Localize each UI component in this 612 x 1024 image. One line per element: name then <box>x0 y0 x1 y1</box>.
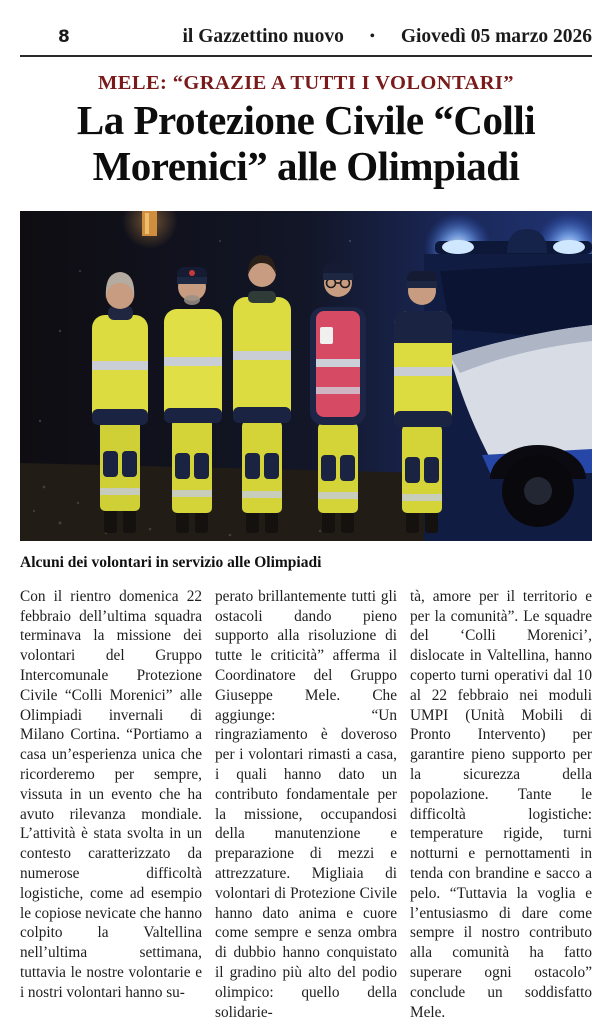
vest-badge <box>320 327 333 344</box>
article-photo <box>20 211 592 541</box>
masthead-title: il Gazzettino nuovo <box>182 26 344 47</box>
beanie-badge <box>189 270 195 276</box>
body-column-1: Con il rientro domenica 22 febbraio dell’ultima squadra terminava la missione dei volontari del Gruppo Intercomunale Protezione Civile “Colli Morenici” alle Olimpiadi invernali di Milano Cortina. “Portiamo a casa un’esperienza unica che ricorderemo per sempre, vissuta in un evento che ha avuto rilevanza mondiale. L’attività è stata svolta in un contesto caratterizzato da numerose difficoltà logistiche, come ad esempio le copiose nevicate che hanno colpito la Valtellina nell’ultima settimana, tuttavia le nostre volontarie e i nostri volontari hanno su- <box>20 587 202 1001</box>
body-column-2: perato brillantemente tutti gli ostacoli dando pieno supporto alla risoluzione di tutte le criticità” afferma il Coordinatore del Gruppo Giuseppe Mele. Che aggiunge: “Un ringraziamento è doveroso per i volontari rimasti a casa, i quali hanno dato un contributo fondamentale per la missione, occupandosi della manutenzione e preparazione di mezzi e attrezzature. Migliaia di volontari di Protezione Civile hanno dato anima e cuore come sempre e senza ombra di dubbio hanno conquistato il gradino più alto del podio olimpico: quello della solidarie- <box>215 587 397 1021</box>
separator-dot: • <box>369 29 375 44</box>
article-body <box>20 587 592 1023</box>
scarf <box>248 291 276 303</box>
issue-date: Giovedì 05 marzo 2026 <box>400 26 592 47</box>
headline: La Protezione Civile “Colli Morenici” alle Olimpiadi <box>76 97 536 189</box>
navy-yoke <box>394 311 452 343</box>
body-column-3: tà, amore per il territorio e per la comunità”. Le squadre del ‘Colli Morenici’, dislocate in Valtellina, hanno coperto turni operativi dal 10 al 22 febbraio nei moduli UMPI (Unità Mobili di Pronto Intervento) per garantire pieno supporto per la sicurezza della popolazione. Tante le difficoltà logistiche: temperature rigide, turni notturni e pernottamenti in tenda con brandine e sacco a pelo. “Tuttavia la voglia e l’entusiasmo di dare come sempre il nostro contributo alla comunità ha fatto superare ogni ostacolo” conclude un soddisfatto Mele. <box>410 587 592 1021</box>
page-number: 8 <box>58 27 70 47</box>
night-group-photo <box>20 211 592 541</box>
gray-beard <box>184 295 200 305</box>
page-header <box>20 26 592 55</box>
kicker: MELE: “GRAZIE A TUTTI I VOLONTARI” <box>98 72 514 94</box>
photo-caption: Alcuni dei volontari in servizio alle Olimpiadi <box>20 553 322 571</box>
masthead-group <box>182 26 592 48</box>
header-rule <box>20 55 592 57</box>
